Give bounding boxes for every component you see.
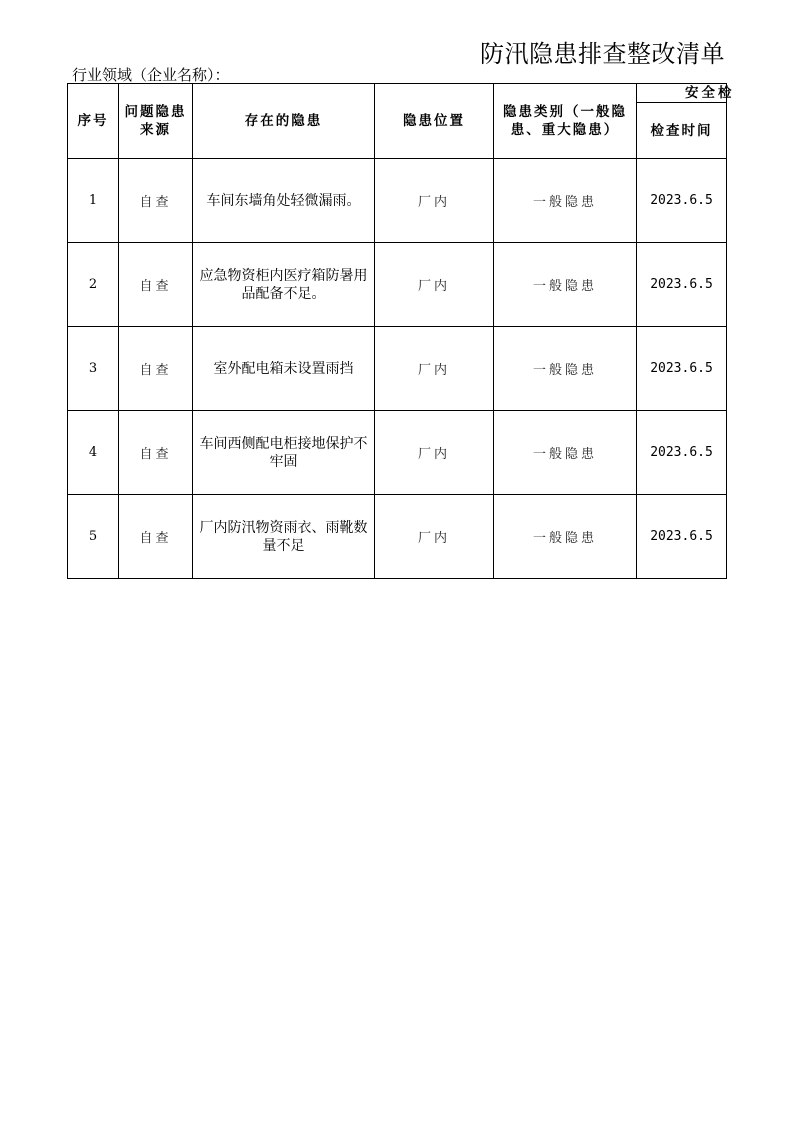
row-location: 厂内 [375, 243, 494, 327]
row-source: 自查 [119, 159, 193, 243]
table-row [68, 495, 727, 579]
row-no: 2 [68, 243, 119, 327]
row-category: 一般隐患 [494, 243, 637, 327]
header-source: 问题隐患来源 [119, 84, 193, 159]
row-source: 自查 [119, 327, 193, 411]
header-no: 序号 [68, 84, 119, 159]
row-check-time: 2023.6.5 [637, 243, 727, 327]
row-location: 厂内 [375, 411, 494, 495]
header-category: 隐患类别（一般隐患、重大隐患） [494, 84, 637, 159]
row-check-time: 2023.6.5 [637, 411, 727, 495]
row-source: 自查 [119, 243, 193, 327]
header-check-time: 检查时间 [637, 103, 727, 159]
row-category: 一般隐患 [494, 159, 637, 243]
table-row [68, 243, 727, 327]
table-row [68, 159, 727, 243]
row-hazard: 车间东墙角处轻微漏雨。 [193, 159, 375, 243]
row-category: 一般隐患 [494, 495, 637, 579]
row-no: 3 [68, 327, 119, 411]
hazard-table [67, 83, 735, 579]
row-source: 自查 [119, 495, 193, 579]
header-row-top [68, 84, 727, 103]
row-location: 厂内 [375, 327, 494, 411]
row-hazard: 应急物资柜内医疗箱防暑用品配备不足。 [193, 243, 375, 327]
header-location: 隐患位置 [375, 84, 494, 159]
table-viewport [67, 83, 735, 580]
row-no: 5 [68, 495, 119, 579]
row-location: 厂内 [375, 159, 494, 243]
row-no: 1 [68, 159, 119, 243]
row-check-time: 2023.6.5 [637, 159, 727, 243]
table-row [68, 411, 727, 495]
row-location: 厂内 [375, 495, 494, 579]
row-category: 一般隐患 [494, 327, 637, 411]
row-category: 一般隐患 [494, 411, 637, 495]
header-group-partial: 安全检 [637, 84, 727, 103]
row-hazard: 厂内防汛物资雨衣、雨靴数量不足 [193, 495, 375, 579]
document-title: 防汛隐患排查整改清单 [480, 40, 725, 68]
row-hazard: 车间西侧配电柜接地保护不牢固 [193, 411, 375, 495]
row-check-time: 2023.6.5 [637, 495, 727, 579]
header-hazard: 存在的隐患 [193, 84, 375, 159]
row-no: 4 [68, 411, 119, 495]
table-row [68, 327, 727, 411]
row-check-time: 2023.6.5 [637, 327, 727, 411]
row-hazard: 室外配电箱未设置雨挡 [193, 327, 375, 411]
row-source: 自查 [119, 411, 193, 495]
industry-label: 行业领域（企业名称）： [72, 66, 230, 84]
